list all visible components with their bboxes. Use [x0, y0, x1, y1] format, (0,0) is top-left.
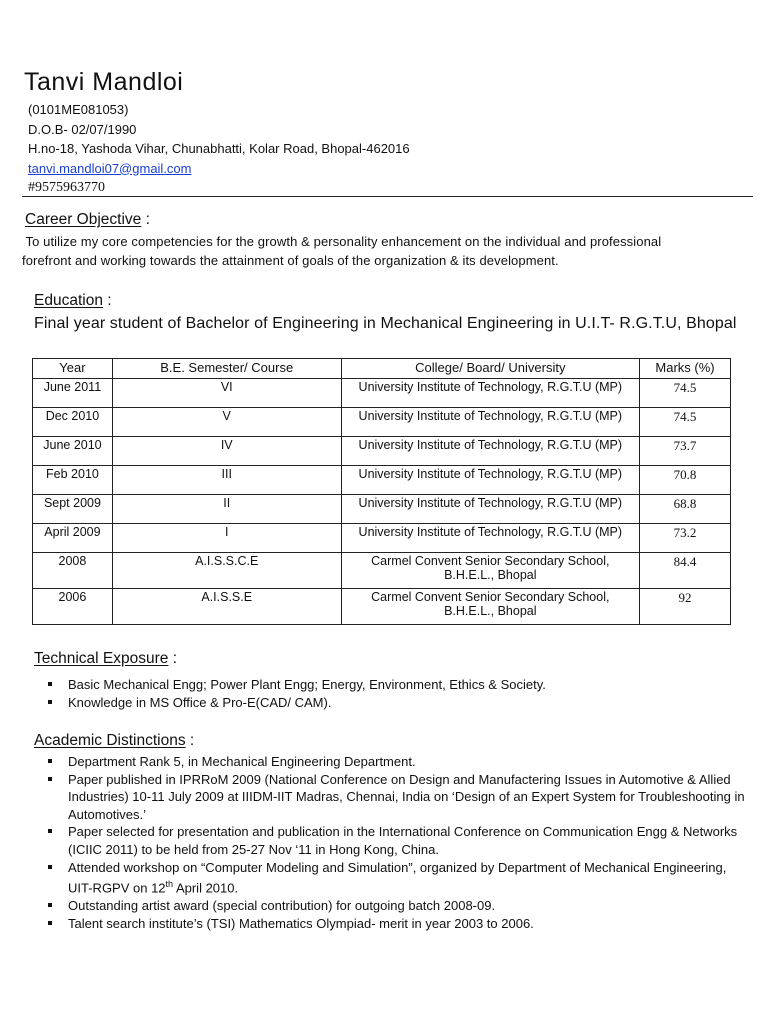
list-item: Paper published in IPRRoM 2009 (National Conference on Design and Manufactering Issues in Automotive & Allied Industries) 10-11 July 2009 at IIIDM-IIT Madras, Chennai, India on ‘Design of an Expert System for Troubleshooting in Automotives.’: [36, 771, 752, 824]
candidate-name: Tanvi Mandloi: [24, 68, 184, 96]
marks-cell: 84.4: [640, 553, 731, 589]
college-cell: University Institute of Technology, R.G.T.U (MP): [341, 495, 640, 524]
table-row: [33, 437, 731, 466]
college-cell: Carmel Convent Senior Secondary School, B.H.E.L., Bhopal: [341, 553, 640, 589]
course-cell: I: [112, 524, 341, 553]
list-item: Knowledge in MS Office & Pro-E(CAD/ CAM).: [36, 694, 756, 712]
ordinal-suffix: th: [165, 879, 174, 890]
marks-cell: 92: [640, 589, 731, 625]
year-cell: June 2011: [33, 379, 113, 408]
education-title: Education: [34, 292, 103, 309]
column-header-year: Year: [33, 359, 113, 379]
year-cell: April 2009: [33, 524, 113, 553]
year-cell: June 2010: [33, 437, 113, 466]
career-line-1: To utilize my core competencies for the growth & personality enhancement on the individual and professional: [22, 234, 662, 249]
marks-cell: 70.8: [640, 466, 731, 495]
year-cell: 2008: [33, 553, 113, 589]
course-cell: A.I.S.S.C.E: [112, 553, 341, 589]
list-item: [36, 859, 752, 898]
technical-exposure-list: [36, 676, 756, 711]
education-heading: Education :: [34, 292, 112, 309]
email-link[interactable]: tanvi.mandloi07@gmail.com: [28, 160, 192, 176]
table-row: [33, 495, 731, 524]
course-cell: III: [112, 466, 341, 495]
marks-cell: 68.8: [640, 495, 731, 524]
marks-cell: 73.7: [640, 437, 731, 466]
date-of-birth: D.O.B- 02/07/1990: [28, 121, 137, 137]
course-cell: II: [112, 495, 341, 524]
list-item: Paper selected for presentation and publication in the International Conference on Communication Engg & Networks (ICIIC 2011) to be held from 25-27 Nov ‘11 in Hong Kong, China.: [36, 823, 752, 858]
education-table: [32, 358, 731, 625]
year-cell: Sept 2009: [33, 495, 113, 524]
table-row: [33, 553, 731, 589]
college-cell: University Institute of Technology, R.G.T.U (MP): [341, 524, 640, 553]
career-line-2: forefront and working towards the attainment of goals of the organization & its development.: [22, 253, 559, 268]
year-cell: Dec 2010: [33, 408, 113, 437]
year-cell: 2006: [33, 589, 113, 625]
academic-distinctions-heading: Academic Distinctions :: [34, 732, 195, 749]
phone-number: #9575963770: [28, 180, 105, 195]
table-row: [33, 408, 731, 437]
table-row: [33, 524, 731, 553]
table-header-row: [33, 359, 731, 379]
college-cell: University Institute of Technology, R.G.T.U (MP): [341, 437, 640, 466]
workshop-text: Attended workshop on “Computer Modeling and Simulation”, organized by Department of Mechanical Engineering, UIT-RGPV on 12: [68, 859, 727, 896]
course-cell: A.I.S.S.E: [112, 589, 341, 625]
academic-distinctions-list: [36, 753, 752, 932]
career-objective-text: [22, 232, 762, 270]
year-cell: Feb 2010: [33, 466, 113, 495]
list-item: Talent search institute’s (TSI) Mathematics Olympiad- merit in year 2003 to 2006.: [36, 915, 752, 933]
marks-cell: 73.2: [640, 524, 731, 553]
address: H.no-18, Yashoda Vihar, Chunabhatti, Kolar Road, Bhopal-462016: [28, 141, 410, 156]
technical-exposure-title: Technical Exposure: [34, 650, 169, 667]
course-cell: V: [112, 408, 341, 437]
career-objective-heading: Career Objective :: [25, 211, 150, 228]
list-item: Department Rank 5, in Mechanical Engineering Department.: [36, 753, 752, 771]
course-cell: VI: [112, 379, 341, 408]
table-row: [33, 589, 731, 625]
column-header-marks: Marks (%): [640, 359, 731, 379]
list-item: Basic Mechanical Engg; Power Plant Engg; Energy, Environment, Ethics & Society.: [36, 676, 756, 694]
workshop-date: April 2010.: [173, 880, 239, 896]
marks-cell: 74.5: [640, 379, 731, 408]
table-row: [33, 466, 731, 495]
college-cell: Carmel Convent Senior Secondary School, B.H.E.L., Bhopal: [341, 589, 640, 625]
contact-block: [28, 100, 410, 198]
header-divider: [22, 196, 753, 197]
career-objective-title: Career Objective: [25, 211, 142, 228]
education-summary: Final year student of Bachelor of Engineering in Mechanical Engineering in U.I.T- R.G.T.U, Bhopal: [34, 315, 737, 332]
college-cell: University Institute of Technology, R.G.T.U (MP): [341, 466, 640, 495]
college-cell: University Institute of Technology, R.G.T.U (MP): [341, 379, 640, 408]
column-header-course: B.E. Semester/ Course: [112, 359, 341, 379]
column-header-college: College/ Board/ University: [341, 359, 640, 379]
college-cell: University Institute of Technology, R.G.T.U (MP): [341, 408, 640, 437]
list-item: Outstanding artist award (special contribution) for outgoing batch 2008-09.: [36, 897, 752, 915]
table-row: [33, 379, 731, 408]
academic-distinctions-title: Academic Distinctions: [34, 732, 186, 749]
roll-number: (0101ME081053): [28, 102, 129, 117]
marks-cell: 74.5: [640, 408, 731, 437]
technical-exposure-heading: Technical Exposure :: [34, 650, 178, 667]
course-cell: IV: [112, 437, 341, 466]
